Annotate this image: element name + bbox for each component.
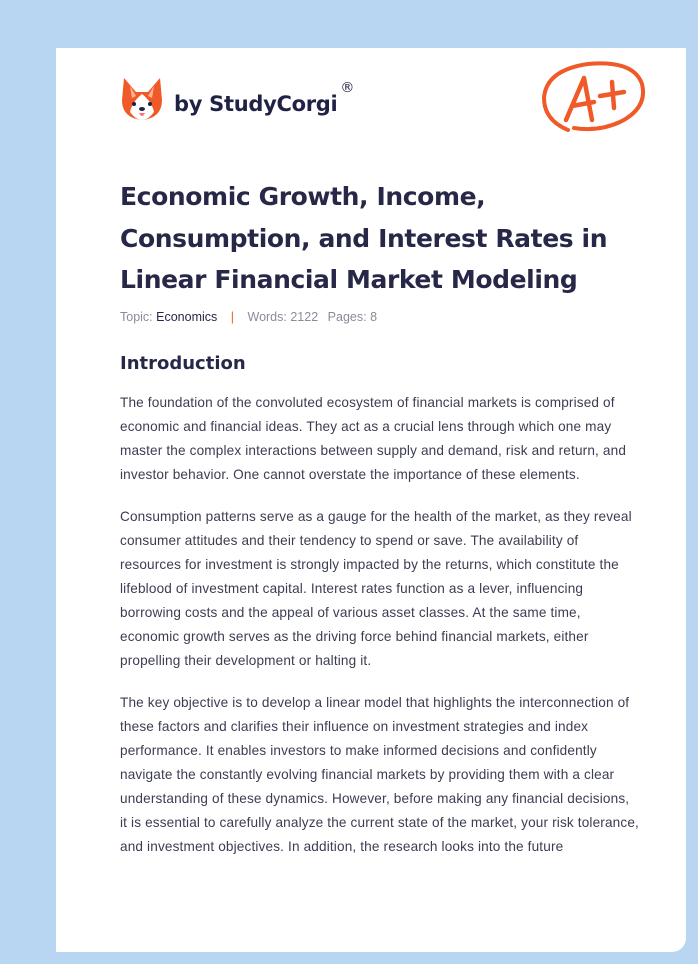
- words-label: Words:: [247, 310, 287, 324]
- paragraph: The foundation of the convoluted ecosystem of financial markets is comprised of economic and financial ideas. They act as a crucial lens through which one may master the complex interactions between supply and demand, risk and return, and investor behavior. One cannot overstate the importance of these elements.: [120, 395, 627, 482]
- paragraph: Consumption patterns serve as a gauge for the health of the market, as they reveal consumer attitudes and their tendency to spend or save. The availability of resources for investment is strongly impacted by the returns, which constitute the lifeblood of investment capital. Interest rates function as a lever, influencing borrowing costs and the appeal of various asset classes. At the same time, economic growth serves as the driving force behind financial markets, either propelling their development or halting it.: [120, 509, 632, 668]
- section-body: [120, 391, 640, 877]
- brand-name: by StudyCorgi: [174, 92, 338, 116]
- meta-separator: |: [230, 310, 235, 324]
- a-plus-grade-icon: [538, 58, 650, 140]
- pages-count: 8: [370, 310, 378, 324]
- studycorgi-logo[interactable]: [120, 74, 354, 122]
- document-meta: [120, 310, 377, 324]
- registered-mark: ®: [340, 80, 355, 96]
- topic-link[interactable]: Economics: [156, 310, 218, 324]
- topic-label: Topic:: [120, 310, 153, 324]
- pages-label: Pages:: [327, 310, 367, 324]
- document-card: [56, 48, 686, 952]
- corgi-icon: [120, 74, 164, 122]
- words-count: 2122: [290, 310, 319, 324]
- section-heading-introduction: Introduction: [120, 353, 246, 374]
- paragraph: The key objective is to develop a linear model that highlights the interconnection of these factors and clarifies their influence on investment strategies and index performance. It enables investors to make informed decisions and confidently navigate the constantly evolving financial markets by providing them with a clear understanding of these dynamics. However, before making any financial decisions, it is essential to carefully analyze the current state of the market, your risk tolerance, and investment objectives. In addition, the research looks into the future: [120, 695, 639, 854]
- document-title: Economic Growth, Income, Consumption, and Interest Rates in Linear Financial Market Modeling: [120, 182, 608, 294]
